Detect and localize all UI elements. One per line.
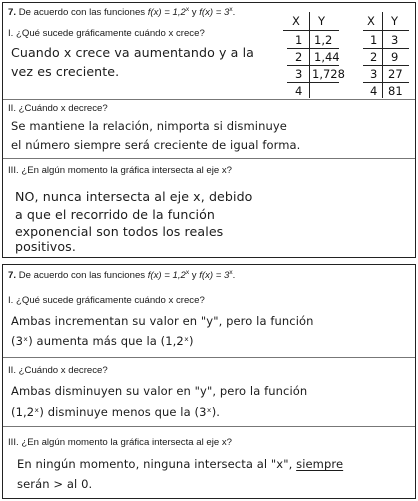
section-divider [3, 99, 415, 100]
answer-3-line-1: En ningún momento, ninguna intersecta al "x", siempre [17, 457, 344, 471]
table-cell: 1,44 [314, 50, 340, 64]
answer-2-line-2: el número siempre será creciente de igual forma. [11, 138, 301, 152]
question-3: III. ¿En algún momento la gráfica intersecta al eje x? [8, 165, 232, 176]
answer-1-line-2: (3ˣ) aumenta más que la (1,2ˣ) [11, 334, 194, 348]
table-divider [363, 48, 409, 49]
section-divider [3, 357, 415, 358]
question-1: I. ¿Qué sucede gráficamente cuándo x crece? [8, 295, 205, 306]
table-cell: 9 [391, 50, 399, 64]
question-2: II. ¿Cuándo x decrece? [8, 103, 108, 114]
table-cell: 1,2 [314, 33, 333, 47]
answer-1-line-2: vez es creciente. [11, 64, 120, 79]
answer-3-line-4: positivos. [15, 239, 76, 254]
table-cell: 2 [370, 50, 378, 64]
table-divider [287, 82, 339, 83]
answer-1-line-1: Cuando x crece va aumentando y a la [11, 45, 254, 60]
table-divider [363, 65, 409, 66]
answer-3-line-2: a que el recorrido de la función [15, 207, 215, 222]
section-divider [3, 426, 415, 427]
answer-3-line-3: exponencial son todos los reales [15, 224, 224, 239]
table-divider [287, 48, 339, 49]
answer-3-line-2: serán > al 0. [17, 477, 93, 491]
table-divider [382, 12, 383, 98]
table-cell: 3 [295, 67, 303, 81]
table-cell: 81 [388, 84, 403, 98]
table-header-x: X [367, 14, 375, 28]
table-divider [363, 82, 409, 83]
table-cell: 3 [370, 67, 378, 81]
answer-2-line-1: Ambas disminuyen su valor en "y", pero la función [11, 384, 308, 398]
table-cell: 1 [370, 33, 378, 47]
table-cell: 2 [295, 50, 303, 64]
table-header-y: Y [391, 14, 399, 28]
table-cell: 3 [391, 33, 399, 47]
question-1: I. ¿Qué sucede gráficamente cuándo x crece? [8, 28, 205, 39]
exercise-statement: 7. De acuerdo con las funciones $f(x) = 1,2^x$ y $f(x) = 3^x$. [8, 269, 236, 282]
section-divider [3, 158, 415, 159]
value-table-1-2 [281, 12, 345, 98]
table-divider [363, 30, 409, 31]
table-cell: 27 [388, 67, 403, 81]
exercise-statement: 7. De acuerdo con las funciones $f(x) = 1,2^x$ y $f(x) = 3^x$. [8, 6, 236, 19]
table-header-y: Y [318, 14, 326, 28]
table-divider [309, 12, 310, 98]
answer-2-line-2: (1,2ˣ) disminuye menos que la (3ˣ). [11, 405, 221, 419]
value-table-3 [361, 12, 411, 98]
table-divider [283, 30, 339, 31]
question-3: III. ¿En algún momento la gráfica intersecta al eje x? [8, 437, 232, 448]
answer-sheet-1 [2, 2, 416, 258]
answer-2-line-1: Se mantiene la relación, nimporta si disminuye [11, 119, 287, 133]
table-cell: 4 [295, 84, 303, 98]
table-divider [287, 65, 339, 66]
answer-1-line-1: Ambas incrementan su valor en "y", pero la función [11, 314, 314, 328]
answer-sheet-2 [2, 264, 416, 499]
table-cell: 1 [295, 33, 303, 47]
table-cell: 1,728 [312, 67, 345, 81]
answer-3-line-1: NO, nunca intersecta al eje x, debido [15, 189, 253, 204]
underlined-word: siempre [296, 457, 344, 471]
question-2: II. ¿Cuándo x decrece? [8, 365, 108, 376]
table-header-x: X [292, 14, 300, 28]
table-cell: 4 [370, 84, 378, 98]
